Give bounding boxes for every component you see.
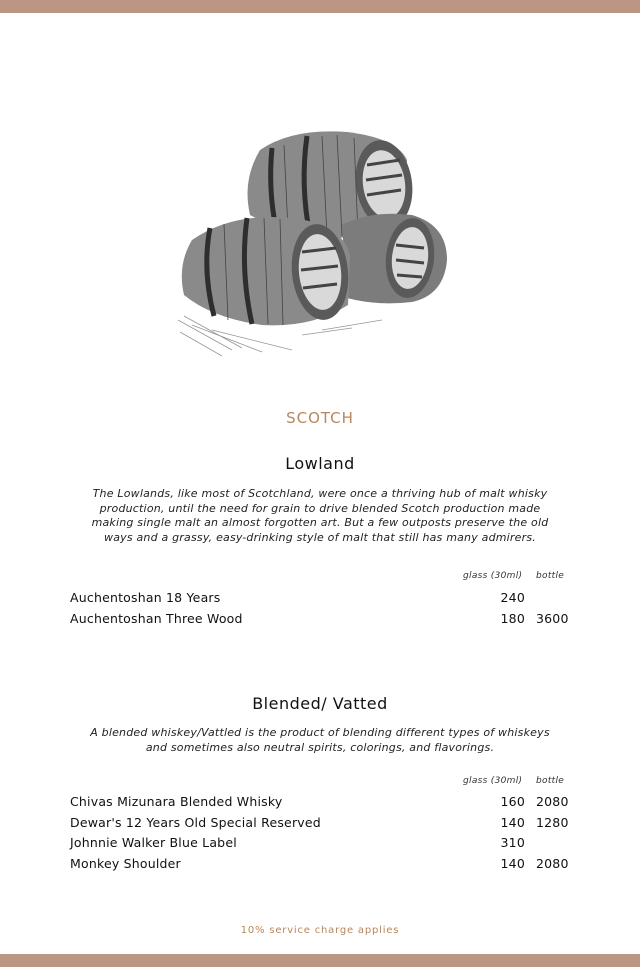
item-glass-price: 240: [500, 590, 525, 605]
bottom-border-bar: [0, 954, 640, 967]
column-header-bottle: bottle: [536, 776, 565, 786]
description-line: and sometimes also neutral spirits, colorings, and flavorings.: [145, 740, 495, 754]
menu-item: [70, 815, 570, 833]
column-header-bottle: bottle: [536, 571, 565, 581]
item-glass-price: 180: [500, 611, 525, 626]
description-line: making single malt an almost forgotten art. But a few outposts preserve the old: [91, 516, 549, 529]
description-line: ways and a grassy, easy-drinking style of malt that still has many admirers.: [104, 530, 536, 544]
item-name: Monkey Shoulder: [70, 856, 181, 871]
section-title: Lowland: [285, 454, 355, 473]
column-header-glass: glass (30ml): [463, 571, 523, 581]
description-line: production, until the need for grain to drive blended Scotch production made: [99, 501, 541, 515]
item-bottle-price: 2080: [536, 794, 569, 809]
menu-item: [70, 590, 570, 608]
category-heading: SCOTCH: [286, 409, 354, 427]
whisky-barrels-icon: [172, 120, 462, 360]
menu-item: [70, 794, 570, 812]
top-border-bar: [0, 0, 640, 13]
item-glass-price: 140: [500, 856, 525, 871]
menu-item: [70, 856, 570, 874]
description-line: A blended whiskey/Vattled is the product of blending different types of whiskeys: [90, 726, 550, 739]
item-bottle-price: 2080: [536, 856, 569, 871]
item-name: Dewar's 12 Years Old Special Reserved: [70, 815, 321, 830]
item-glass-price: 140: [500, 815, 525, 830]
menu-item: [70, 611, 570, 629]
item-name: Chivas Mizunara Blended Whisky: [70, 794, 283, 809]
description-line: The Lowlands, like most of Scotchland, were once a thriving hub of malt whisky: [92, 487, 548, 500]
item-bottle-price: 1280: [536, 815, 569, 830]
item-name: Auchentoshan 18 Years: [70, 590, 221, 605]
column-header-glass: glass (30ml): [463, 776, 523, 786]
menu-item: [70, 835, 570, 853]
section-description: [80, 487, 560, 545]
section-description: [80, 726, 560, 755]
item-name: Auchentoshan Three Wood: [70, 611, 243, 626]
item-name: Johnnie Walker Blue Label: [70, 835, 237, 850]
item-glass-price: 160: [500, 794, 525, 809]
service-charge-note: 10% service charge applies: [240, 925, 400, 936]
section-title: Blended/ Vatted: [252, 694, 388, 713]
item-glass-price: 310: [500, 835, 525, 850]
item-bottle-price: 3600: [536, 611, 569, 626]
